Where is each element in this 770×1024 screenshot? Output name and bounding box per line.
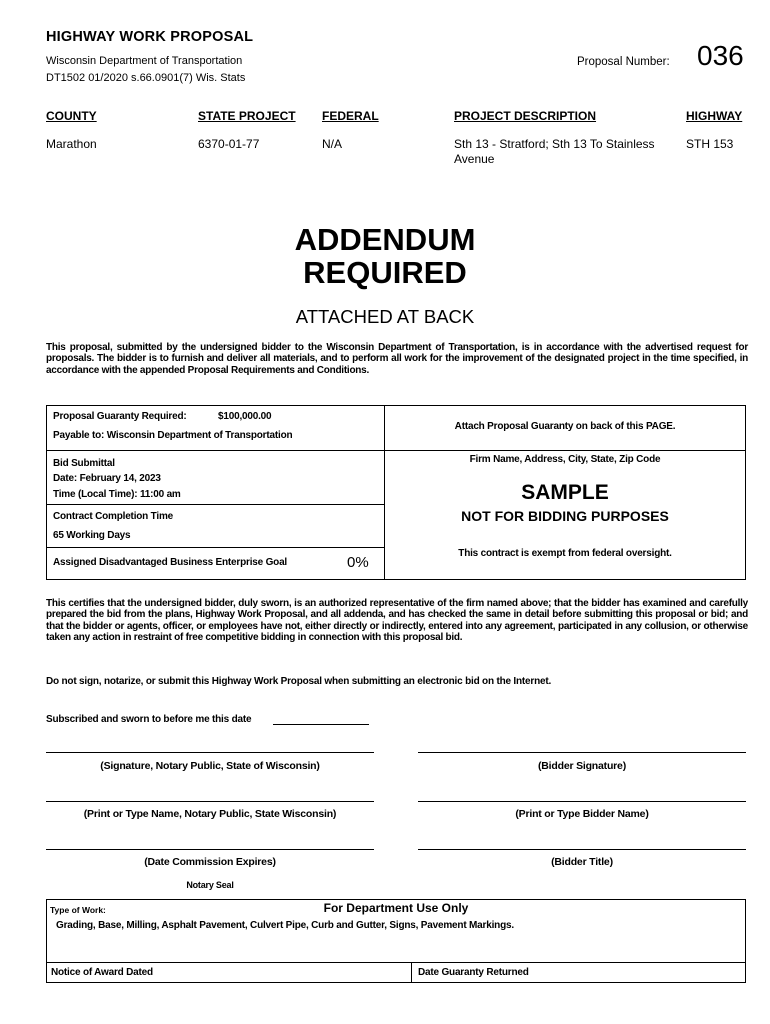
guaranty-returned-label: Date Guaranty Returned [418, 967, 529, 978]
department-box-divider [411, 962, 412, 983]
column-header-project-description: PROJECT DESCRIPTION [454, 109, 597, 123]
project-description-line: Avenue [454, 152, 495, 166]
notary-signature-caption: (Signature, Notary Public, State of Wisconsin) [100, 760, 320, 772]
subscribed-sworn-label: Subscribed and sworn to before me this date [46, 714, 252, 725]
info-box-rule [46, 450, 746, 451]
completion-time-label: Contract Completion Time [53, 511, 174, 522]
info-box-rule [46, 504, 384, 505]
commission-caption: (Date Commission Expires) [144, 856, 276, 868]
sample-stamp: SAMPLE [521, 481, 609, 504]
federal-value: N/A [322, 137, 343, 151]
attach-guaranty-note: Attach Proposal Guaranty on back of this PAGE. [454, 421, 676, 432]
department-box-rule [46, 962, 746, 963]
bid-date: Date: February 14, 2023 [53, 473, 161, 484]
bid-submittal-label: Bid Submittal [53, 458, 115, 469]
bidder-name-line[interactable] [418, 801, 746, 802]
project-description-value [454, 137, 655, 167]
sworn-date-line[interactable] [273, 724, 369, 725]
type-of-work-list: Grading, Base, Milling, Asphalt Pavement, Culvert Pipe, Curb and Gutter, Signs, Pavement Markings. [56, 920, 514, 931]
notary-name-line[interactable] [46, 801, 374, 802]
column-header-highway: HIGHWAY [686, 109, 743, 123]
federal-oversight-note: This contract is exempt from federal oversight. [458, 548, 672, 559]
info-box-rule [46, 547, 384, 548]
proposal-number-label: Proposal Number: [577, 56, 670, 68]
dbe-goal-value: 0% [347, 554, 369, 571]
bidder-signature-caption: (Bidder Signature) [538, 760, 626, 772]
department-name: Wisconsin Department of Transportation [46, 55, 243, 67]
column-header-county: COUNTY [46, 109, 97, 123]
notary-signature-line[interactable] [46, 752, 374, 753]
not-for-bidding-stamp: NOT FOR BIDDING PURPOSES [461, 508, 669, 524]
notice-of-award-label: Notice of Award Dated [51, 967, 153, 978]
proposal-number: 036 [697, 40, 744, 71]
payable-to: Payable to: Wisconsin Department of Transportation [53, 430, 293, 441]
firm-label: Firm Name, Address, City, State, Zip Code [469, 454, 661, 465]
form-id: DT1502 01/2020 s.66.0901(7) Wis. Stats [46, 72, 246, 84]
notary-name-caption: (Print or Type Name, Notary Public, State Wisconsin) [83, 808, 337, 820]
bid-time: Time (Local Time): 11:00 am [53, 489, 181, 500]
addendum-line: ADDENDUM [294, 222, 476, 257]
project-description-line: Sth 13 - Stratford; Sth 13 To Stainless [454, 137, 655, 151]
commission-line[interactable] [46, 849, 374, 850]
addendum-heading [0, 224, 770, 290]
column-header-federal: FEDERAL [322, 109, 379, 123]
bidder-name-caption: (Print or Type Bidder Name) [515, 808, 649, 820]
completion-time-value: 65 Working Days [53, 530, 131, 541]
department-use-heading: For Department Use Only [323, 901, 469, 915]
certification-paragraph: This certifies that the undersigned bidder, duly sworn, is an authorized representative of the firm named above; that the bidder has examined and carefully prepared the bid from the plans, Highway Work Proposal, and all addenda, and has checked the same in detail before submitting this proposal or bid; and that the bidder or agents, officer, or employees have not, either directly or indirectly, entered into any agreement, participated in any collusion, or otherwise taken any action in restraint of free competitive bidding in connection with this proposal bid. [46, 598, 748, 644]
guaranty-amount: $100,000.00 [218, 411, 272, 422]
type-of-work-label: Type of Work: [50, 905, 106, 915]
form-title: HIGHWAY WORK PROPOSAL [46, 29, 254, 45]
column-header-state-project: STATE PROJECT [198, 109, 296, 123]
addendum-line: REQUIRED [303, 254, 467, 290]
bidder-signature-line[interactable] [418, 752, 746, 753]
county-value: Marathon [46, 137, 97, 151]
notary-seal-label: Notary Seal [186, 880, 234, 890]
dbe-goal-label: Assigned Disadvantaged Business Enterprise Goal [53, 557, 288, 568]
bidder-title-line[interactable] [418, 849, 746, 850]
state-project-value: 6370-01-77 [198, 137, 260, 151]
highway-value: STH 153 [686, 137, 734, 151]
electronic-bid-warning: Do not sign, notarize, or submit this Highway Work Proposal when submitting an electronic bid on the Internet. [46, 676, 552, 687]
attached-at-back: ATTACHED AT BACK [295, 306, 475, 327]
guaranty-required-label: Proposal Guaranty Required: [53, 411, 187, 422]
bidder-title-caption: (Bidder Title) [551, 856, 613, 868]
intro-paragraph: This proposal, submitted by the undersigned bidder to the Wisconsin Department of Transportation, is in accordance with the advertised request for proposals. The bidder is to furnish and deliver all materials, and to perform all work for the improvement of the designated project in the time specified, in accordance with the appended Proposal Requirements and Conditions. [46, 342, 748, 376]
